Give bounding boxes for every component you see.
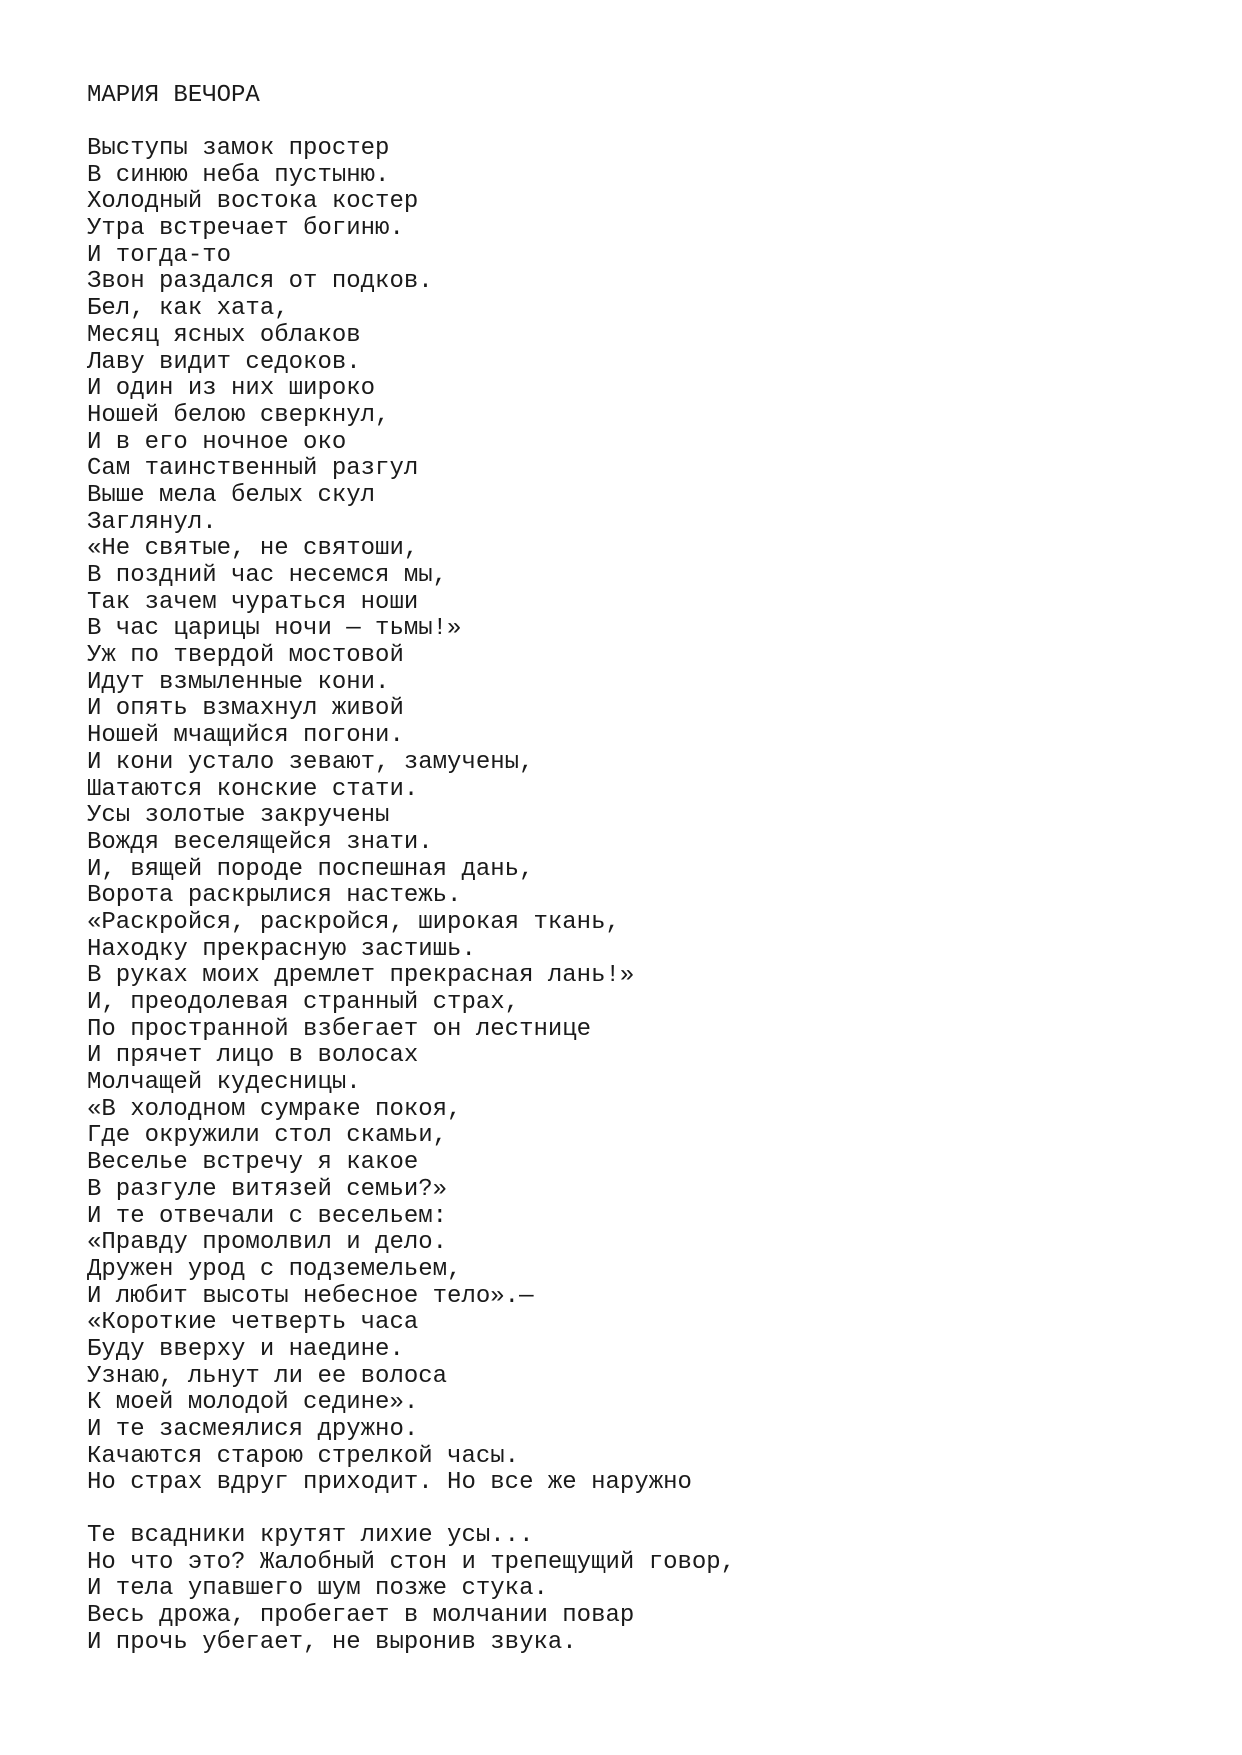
poem-line: И кони устало зевают, замучены, [87, 748, 534, 776]
poem-line: И любит высоты небесное тело».— [87, 1282, 534, 1310]
poem-line: И, преодолевая странный страх, [87, 989, 520, 1016]
poem-line: Находку прекрасную застишь. [87, 935, 476, 963]
poem-line: И, вящей породе поспешная дань, [87, 855, 534, 883]
stanza-2 [87, 1523, 735, 1656]
poem-line: И тела упавшего шум позже стука. [87, 1575, 548, 1603]
poem-line: Месяц ясных облаков [87, 321, 361, 349]
poem-line: Холодный востока костер [87, 188, 419, 216]
poem-title: МАРИЯ ВЕЧОРА [87, 82, 260, 109]
poem-line: В поздний час несемся мы, [87, 562, 448, 589]
poem-line: Но страх вдруг приходит. Но все же наружно [87, 1469, 692, 1497]
poem-line: «Правду промолвил и дело. [87, 1229, 448, 1257]
poem-line: В разгуле витязей семьи?» [87, 1175, 448, 1203]
poem-line: И те отвечали с весельем: [87, 1202, 448, 1230]
poem-line: Идут взмыленные кони. [87, 668, 390, 696]
poem-line: Веселье встречу я какое [87, 1149, 419, 1177]
poem-line: В час царицы ночи — тьмы!» [87, 615, 462, 643]
poem-line: Но что это? Жалобный стон и трепещущий говор, [87, 1548, 736, 1576]
poem-line: Узнаю, льнут ли ее волоса [87, 1362, 448, 1390]
poem-line: Те всадники крутят лихие усы... [87, 1522, 534, 1549]
poem-line: «Короткие четверть часа [87, 1309, 419, 1337]
poem-line: Так зачем чураться ноши [87, 588, 419, 616]
poem-line: Утра встречает богиню. [87, 215, 404, 243]
poem-line: Буду вверху и наедине. [87, 1335, 404, 1363]
poem-line: Лаву видит седоков. [87, 348, 361, 376]
poem-line: Ворота раскрылися настежь. [87, 882, 462, 910]
poem-line: И тогда-то [87, 241, 232, 269]
poem-line: Где окружили стол скамьи, [87, 1122, 448, 1150]
poem-line: По пространной взбегает он лестнице [87, 1015, 592, 1043]
poem-line: В руках моих дремлет прекрасная лань!» [87, 962, 635, 990]
poem-line: И опять взмахнул живой [87, 695, 404, 723]
stanza-1 [87, 136, 692, 1497]
poem-line: Весь дрожа, пробегает в молчании повар [87, 1602, 635, 1630]
poem-line: «Раскройся, раскройся, широкая ткань, [87, 908, 620, 936]
poem-line: Бел, как хата, [87, 295, 289, 323]
poem-line: Сам таинственный разгул [87, 455, 419, 483]
poem-line: Вождя веселящейся знати. [87, 828, 433, 856]
poem-line: Усы золотые закручены [87, 802, 390, 830]
poem-line: Молчащей кудесницы. [87, 1069, 361, 1097]
poem-line: Звон раздался от подков. [87, 268, 433, 296]
poem-line: «Не святые, не святоши, [87, 535, 419, 563]
poem-line: Заглянул. [87, 508, 217, 536]
poem-line: Дружен урод с подземельем, [87, 1255, 462, 1283]
poem-line: Ношей мчащийся погони. [87, 722, 404, 750]
poem-line: В синюю неба пустыню. [87, 161, 390, 189]
poem-line: И прочь убегает, не выронив звука. [87, 1628, 577, 1656]
poem-line: «В холодном сумраке покоя, [87, 1095, 462, 1123]
poem-line: Выше мела белых скул [87, 481, 376, 509]
poem-line: И прячет лицо в волосах [87, 1042, 419, 1070]
poem-line: И те засмеялися дружно. [87, 1416, 419, 1443]
poem-line: И один из них широко [87, 375, 376, 403]
poem-line: Ношей белою сверкнул, [87, 401, 390, 429]
poem-line: К моей молодой седине». [87, 1389, 419, 1417]
poem-line: Выступы замок простер [87, 135, 390, 162]
poem-line: Качаются старою стрелкой часы. [87, 1442, 520, 1470]
poem-line: Шатаются конские стати. [87, 775, 419, 803]
poem-line: И в его ночное око [87, 428, 347, 456]
poem-line: Уж по твердой мостовой [87, 642, 404, 670]
